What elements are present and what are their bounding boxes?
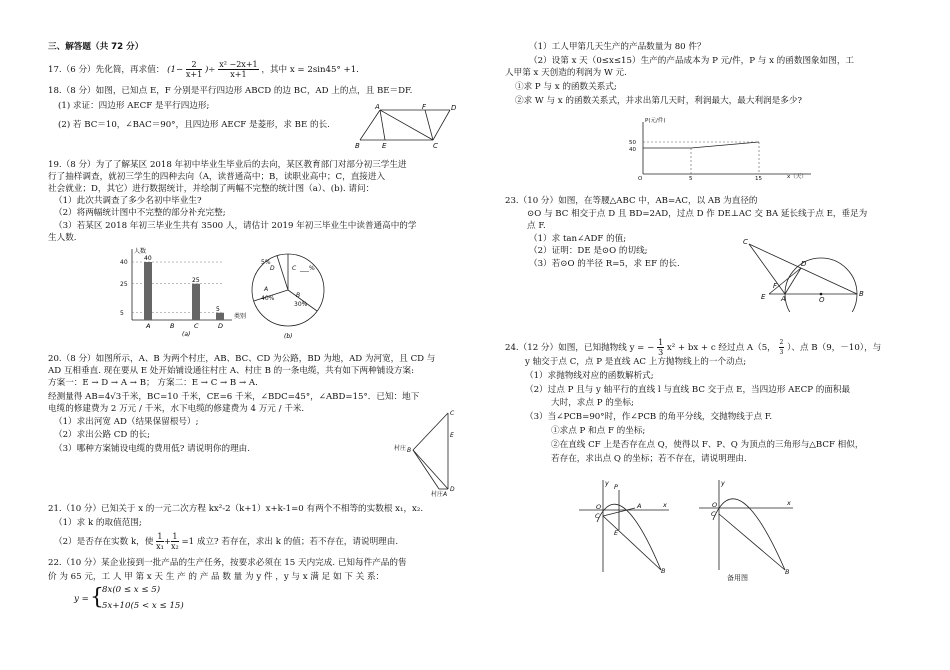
q19-line1: 19.（8 分）为了了解某区 2018 年初中毕业生毕业后的去向，某区教育部门对部分初三学生进 — [48, 160, 407, 170]
label-E: E — [382, 142, 387, 148]
label-A: A — [375, 104, 380, 111]
q19-line2: 行了抽样调查，就初三学生的四种去向（A，读普通高中；B，读职业高中；C，直接进入 — [48, 172, 386, 182]
label-D2: D — [450, 486, 455, 493]
q21-frac2-num: 1 — [172, 532, 178, 541]
pie-chart — [248, 250, 328, 342]
q20-line8: （3）哪种方案铺设电缆的费用低? 请说明你的理由. — [54, 444, 251, 454]
q19-line3: 社会就业；D，其它）进行数据统计，并绘制了两幅不完整的统计图（a）、(b). 请问： — [48, 184, 375, 194]
q17-frac1 — [186, 60, 202, 79]
section-title: 三、解答题（共 72 分） — [48, 42, 144, 52]
edge-AB — [360, 110, 380, 140]
q23-line2: ⊙O 与 BC 相交于点 D 且 BD=2AD，过点 D 作 DE⊥AC 交 BA 延长线于点 E，垂足为 — [527, 209, 868, 219]
pie-label-B: 30% — [294, 301, 308, 308]
q24-frac — [657, 338, 664, 357]
q19-line6: （3）若某区 2018 年初三毕业生共有 3500 人，请估计 2019 年初三毕业生中读普通高中的学 — [54, 221, 417, 231]
label-village-A: 村庄 — [431, 491, 444, 497]
q22-r5: ②求 W 与 x 的函数关系式，并求出第几天时，利润最大，最大利润是多少? — [515, 96, 803, 106]
label-E3: E — [761, 293, 766, 301]
edge-CB3 — [749, 244, 857, 294]
graph-tick-15: 15 — [755, 176, 762, 180]
q21-frac1-den: x₁ — [156, 542, 164, 551]
q24-line1c: ）、点 B（9，－10），与 — [787, 343, 882, 353]
q17-frac1-num: 2 — [186, 60, 202, 70]
fig1-parabola — [597, 504, 661, 570]
river-figure — [393, 405, 463, 497]
q20-line1: 20.（8 分）如图所示，A、B 为两个村庄，AB、BC、CD 为公路，BD 为地，AD 为河宽，且 CD 与 — [48, 354, 436, 364]
q24-frac-a-den: 3 — [779, 349, 784, 356]
fig2-label-B: B — [785, 568, 790, 576]
fig2-label-y: y — [721, 479, 725, 487]
q21-frac2 — [171, 532, 179, 551]
q17-head: 17.（6 分）先化简，再求值： — [48, 65, 165, 75]
parabola-figure — [575, 478, 671, 574]
bar-ytick-label: 25 — [120, 280, 128, 288]
q21-frac1 — [156, 532, 164, 551]
label-A3: A — [781, 295, 786, 303]
edge-CA3 — [749, 244, 785, 294]
edge-CB — [413, 413, 448, 450]
label-D: D — [451, 104, 457, 112]
q24-line8: ②在直线 CF 上是否存在点 Q，使得以 F、P、Q 为顶点的三角形与△BCF 相似， — [551, 440, 864, 450]
q22-r4: ①求 P 与 x 的函数关系式; — [515, 82, 617, 92]
fig1-label-B: B — [661, 567, 666, 574]
graph-ylabel: P(元/件) — [645, 118, 666, 124]
pie-caption: (b) — [284, 333, 293, 340]
edge-AE — [380, 110, 385, 140]
q20-line4: 经测量得 AB=4√3千米，BC=10 千米，CE=6 千米，∠BDC=45°，∠ABD=15°．已知：地下 — [48, 392, 420, 402]
pie-letter-C: C — [292, 265, 297, 272]
pie-label-A: 40% — [261, 295, 275, 302]
edge-DC — [433, 110, 450, 140]
q17-formula-a: (1− — [167, 65, 184, 75]
fig2-label-x: x — [787, 499, 791, 507]
q20-line5: 电缆的修建费为 2 万元 / 千米，水下电缆的修建费为 4 万元 / 千米. — [48, 404, 305, 414]
q18-line2: (1) 求证：四边形 AECF 是平行四边形; — [58, 101, 210, 111]
graph-tick-40: 40 — [629, 147, 636, 153]
q22-ylabel: y = — [74, 594, 89, 604]
q22-piece1: 8x(0 ≤ x ≤ 5) — [102, 585, 161, 595]
bar-A — [144, 262, 152, 320]
q24-line5: 大时，求点 P 的坐标; — [551, 398, 634, 408]
q21-frac1-num: 1 — [157, 532, 163, 541]
q24-line3: （1）求抛物线对应的函数解析式; — [525, 371, 654, 381]
q24-line7: ①求点 P 和点 F 的坐标; — [551, 426, 646, 436]
q17-frac1-den: x+1 — [185, 70, 203, 79]
q22-brace: { — [90, 585, 104, 610]
fig1-label-C: C — [595, 512, 600, 520]
q20-line2: AD 互相垂直. 现在要从 E 处开始铺设通往村庄 A、村庄 B 的一条电缆，共有如下两种铺设方案: — [48, 366, 415, 376]
q18-line3: (2) 若 BC＝10，∠BAC＝90°，且四边形 AECF 是菱形，求 BE 的长. — [58, 120, 330, 130]
bar-category-label: D — [218, 322, 224, 330]
q22-piece2: 5x+10(5 < x ≤ 15) — [102, 601, 184, 611]
q21-line3: （2）是否存在实数 k，使 $\frac{1}{\text{x₁}}$ + $\frac{1}{\text{x₂}}$ =1 成立? 若存在，求出 k 的值；若不存在，请说明理由. — [54, 532, 399, 551]
q17-frac2-den: x+1 — [230, 70, 247, 79]
label-B2: B — [407, 447, 412, 454]
q23-line3: 点 F. — [527, 221, 546, 231]
q24-line1a: 24.（12 分）如图，已知抛物线 y = − — [505, 343, 655, 353]
q19-line5: （2）将两幅统计图中不完整的部分补充完整; — [54, 208, 226, 218]
q20-line7: （2）求出公路 CD 的长; — [54, 430, 151, 440]
center-O — [820, 293, 823, 296]
label-F: F — [422, 104, 427, 111]
bar-ytick-label: 5 — [120, 309, 124, 317]
bar-value-label: 40 — [144, 255, 152, 262]
spare-parabola-figure — [697, 478, 797, 582]
fig1-label-E: E — [614, 529, 619, 537]
bar-ylabel: 人数 — [134, 248, 147, 255]
graph-tick-5: 5 — [689, 176, 693, 180]
fig2-parabola — [713, 499, 785, 570]
q21-line3b: =1 成立? 若存在，求出 k 的值；若不存在，请说明理由. — [181, 537, 399, 547]
pie-letter-B: B — [296, 292, 301, 299]
pie-letter-D: D — [270, 265, 275, 272]
fig2-label-C: C — [711, 510, 716, 518]
bar-category-label: C — [194, 322, 199, 330]
label-O3: O — [819, 296, 825, 304]
q23-line4: （1）求 tan∠ADF 的值; — [529, 234, 627, 244]
edge-FC — [425, 110, 433, 140]
pie-label-C: ___% — [300, 265, 315, 272]
label-C2: C — [450, 410, 455, 417]
circle-figure — [741, 236, 871, 312]
pie-letter-A: A — [264, 286, 269, 293]
q22-r1: （1）工人甲第几天生产的产品数量为 80 件？ — [529, 42, 706, 52]
q23-line1: 23.（10 分）如图，在等腰△ABC 中，AB=AC，以 AB 为直径的 — [505, 196, 758, 206]
spare-caption: 备用图 — [727, 574, 748, 582]
label-D3: D — [801, 260, 807, 268]
q19-line7: 生人数. — [48, 233, 77, 243]
q17-frac2 — [218, 60, 258, 79]
q21-line1: 21.（10 分）已知关于 x 的一元二次方程 kx²-2（k+1）x+k-1=0 有两个不相等的实数根 x₁，x₂. — [48, 504, 424, 514]
fig1-label-O: O — [596, 503, 602, 511]
q17-frac2-num: x² −2x+1 — [219, 60, 258, 69]
q24-frac-num: 1 — [658, 338, 664, 347]
graph-origin: O — [638, 176, 643, 180]
bar-D — [216, 313, 224, 320]
cost-graph — [629, 116, 819, 180]
fig2-label-O: O — [712, 501, 718, 509]
pie-label-D: 5% — [261, 259, 271, 266]
edge-BD — [413, 450, 448, 489]
q17-formula-b: )÷ — [204, 65, 216, 75]
bar-caption: (a) — [182, 331, 191, 337]
q24-frac-den: 3 — [658, 348, 664, 357]
q17-formula-c: ，其中 x = 2sin45° +1. — [261, 65, 359, 75]
bar-value-label: 25 — [192, 276, 200, 284]
q21-line3a: （2）是否存在实数 k，使 — [54, 537, 154, 547]
bar-C — [192, 284, 200, 320]
graph-tick-50: 50 — [629, 140, 636, 146]
q24-line9: 若存在，求出点 Q 的坐标；若不存在，请说明理由. — [551, 454, 747, 464]
q22-r2: （2）设第 x 天（0≤x≤15）生产的产品成本为 P 元/件，P 与 x 的函数图象如图，工 — [529, 56, 855, 66]
graph-xlabel: x（天） — [787, 174, 807, 180]
label-E2: E — [450, 432, 454, 439]
q23-line6: （3）若⊙O 的半径 R=5，求 EF 的长. — [529, 259, 680, 269]
bar-value-label: 5 — [216, 305, 220, 313]
label-B3: B — [859, 290, 864, 298]
q24-line1 — [505, 338, 881, 357]
label-C3: C — [743, 238, 748, 246]
fig2-line-CB — [719, 514, 785, 570]
parallelogram-figure — [355, 104, 465, 148]
q24-line2: y 轴交于点 C，点 P 是直线 AC 上方抛物线上的一个动点; — [525, 357, 747, 367]
bar-chart — [112, 245, 262, 337]
q21-frac2-den: x₂ — [171, 542, 179, 551]
q17-text — [48, 60, 359, 79]
label-F3: F — [773, 282, 778, 290]
q20-line3: 方案一：E → D → A → B； 方案二：E → C → B → A. — [48, 378, 258, 388]
q24-line4: （2）过点 P 且与 y 轴平行的直线 l 与直线 BC 交于点 E，当四边形 AECP 的面积最 — [525, 385, 851, 395]
fig1-label-P: P — [614, 483, 618, 491]
fig1-line-CB — [603, 516, 661, 570]
fig1-label-x: x — [663, 501, 667, 509]
q22-r3: 人甲第 x 天创造的利润为 W 元. — [505, 68, 627, 78]
bar-category-label: A — [146, 322, 151, 330]
q24-frac-a — [779, 338, 785, 357]
label-A2: A — [443, 491, 448, 497]
edge-AC — [380, 110, 433, 140]
q23-line5: （2）证明：DE 是⊙O 的切线; — [529, 246, 648, 256]
q24-frac-a-num: 2 — [779, 339, 784, 346]
label-C: C — [433, 142, 438, 148]
q24-line6: （3）当∠PCB=90°时，作∠PCB 的角平分线，交抛物线于点 F. — [525, 412, 773, 422]
q22-line1: 22.（10 分）某企业接到一批产品的生产任务，按要求必须在 15 天内完成. 已知每件产品的售 — [48, 558, 407, 568]
edge-BA — [413, 450, 439, 489]
fig1-label-y: y — [605, 479, 609, 487]
q18-line1: 18.（8 分）如图，已知点 E，F 分别是平行四边形 ABCD 的边 BC，AD 上的点，且 BE＝DF. — [48, 86, 413, 96]
q22-line2: 价 为 65 元，工 人 甲 第 x 天 生 产 的 产 品 数 量 为 y 件 ，y 与 x 满 足 如 下 关 系： — [48, 572, 385, 582]
bar-ytick-label: 40 — [120, 259, 128, 266]
fig1-label-A: A — [637, 502, 642, 510]
label-B: B — [355, 142, 360, 148]
q19-line4: （1）此次共调查了多少名初中毕业生? — [54, 196, 202, 206]
q24-line1b: x² + bx + c 经过点 A（5， — [666, 343, 776, 353]
bar-xlabel: 类别 — [234, 313, 247, 320]
q21-line2: （1）求 k 的取值范围; — [54, 518, 142, 528]
bar-category-label: B — [170, 322, 175, 330]
q20-line6: （1）求出河宽 AD（结果保留根号）; — [54, 417, 199, 427]
pie-divider-2 — [277, 256, 288, 290]
label-village-B: 村庄 — [394, 445, 407, 452]
graph-segment-2 — [691, 142, 759, 148]
